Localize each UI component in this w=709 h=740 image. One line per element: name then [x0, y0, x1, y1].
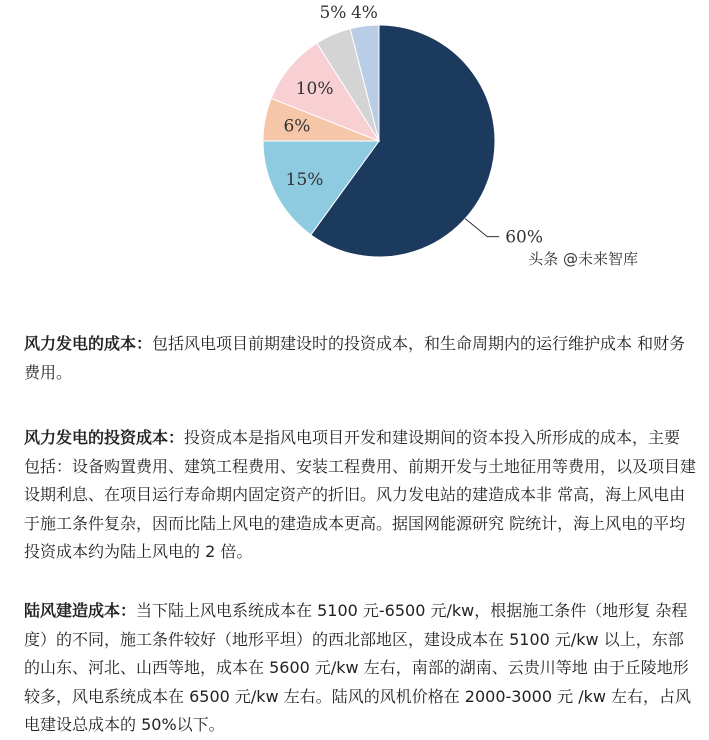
- paragraph-body: 投资成本是指风电项目开发和建设期间的资本投入所形成的成本，主要包括：设备购置费用、建筑工程费用、安装工程费用、前期开发与土地征用等费用，以及项目建设期利息、在项目运行寿命期内固定资产的折旧。风力发电站的建造成本非 常高，海上风电由于施工条件复杂，因而比陆上风电的建造成本更高。据国网能源研究 院统计，海上风电的平均投资成本约为陆上风电的 2 倍。: [24, 428, 697, 561]
- watermark-text: 头条 @未来智库: [528, 250, 638, 268]
- paragraph-heading: 风力发电的成本：: [24, 334, 153, 353]
- pie-label-15: 15%: [285, 169, 324, 190]
- pie-label-60: 60%: [505, 227, 544, 248]
- pie-label-5: 5%: [319, 3, 347, 23]
- pie-label-10: 10%: [295, 78, 334, 99]
- pie-leader-line: [465, 219, 499, 237]
- pie-chart: [24, 0, 684, 290]
- pie-label-6: 6%: [283, 116, 311, 137]
- paragraph-body: 当下陆上风电系统成本在 5100 元-6500 元/kw，根据施工条件（地形复 杂程度）的不同，施工条件较好（地形平坦）的西北部地区，建设成本在 5100 元/kw 以上，东部的山东、河北、山西等地，成本在 5600 元/kw 左右，南部的湖南、云贵川等地 由于丘陵地形较多，风电系统成本在 6500 元/kw 左右。陆风的风机价格在 2000-3000 元 /kw 左右，占风电建设总成本的 50%以下。: [24, 601, 692, 734]
- paragraph-total-cost: [24, 330, 696, 387]
- paragraph-body: 包括风电项目前期建设时的投资成本，和生命周期内的运行维护成本 和财务费用。: [24, 334, 686, 382]
- paragraph-heading: 陆风建造成本：: [24, 601, 137, 620]
- pie-chart-panel: [24, 0, 684, 290]
- paragraph-heading: 风力发电的投资成本：: [24, 428, 185, 447]
- pie-label-4: 4%: [350, 3, 378, 23]
- paragraph-onshore-cost: [24, 597, 696, 740]
- paragraph-investment-cost: [24, 424, 696, 567]
